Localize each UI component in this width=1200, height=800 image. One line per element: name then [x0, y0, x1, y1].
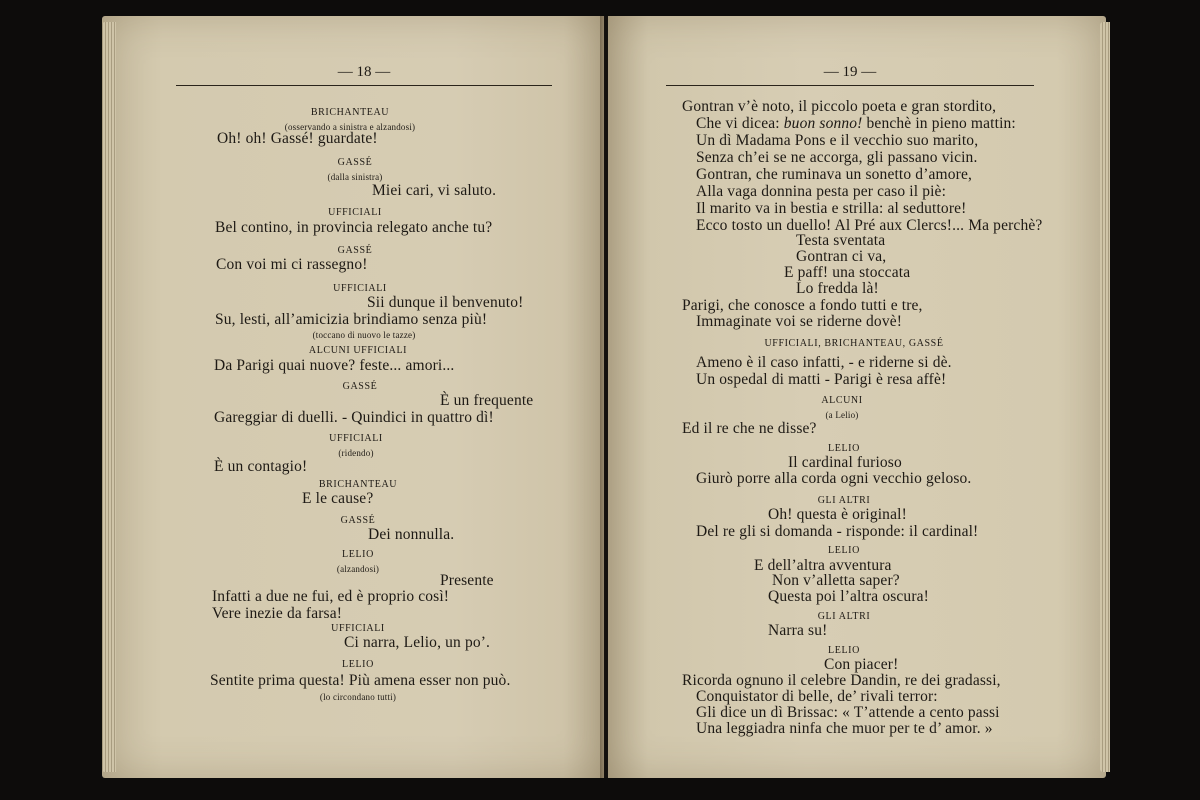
- verse-line: Ci narra, Lelio, un po’.: [344, 634, 491, 651]
- page-number: — 19 —: [823, 64, 877, 80]
- verse-line: Immaginate voi se riderne dovè!: [696, 313, 903, 330]
- speaker-name: LELIO: [342, 549, 374, 560]
- verse-line: Miei cari, vi saluto.: [372, 182, 497, 199]
- verse-line: Con voi mi ci rassegno!: [216, 256, 368, 273]
- verse-line: Gareggiar di duelli. - Quindici in quattro dì!: [214, 409, 494, 426]
- verse-line: Su, lesti, all’amicizia brindiamo senza più!: [215, 311, 488, 328]
- left-page-edges: [102, 22, 116, 772]
- verse-line: Oh! oh! Gassé! guardate!: [217, 130, 378, 147]
- verse-line: Questa poi l’altra oscura!: [768, 588, 929, 605]
- left-page: [102, 16, 604, 778]
- speaker-name: LELIO: [828, 645, 860, 656]
- speaker-name: UFFICIALI, BRICHANTEAU, GASSÉ: [764, 338, 944, 349]
- verse-line: È un contagio!: [214, 458, 308, 475]
- verse-line: Gontran v’è noto, il piccolo poeta e gran stordito,: [682, 98, 997, 115]
- verse-line: Gli dice un dì Brissac: « T’attende a cento passi: [696, 704, 1000, 721]
- page-number: — 18 —: [337, 64, 391, 80]
- verse-line: Conquistator di belle, de’ rivali terror:: [696, 688, 938, 705]
- speaker-name: ALCUNI: [821, 395, 863, 406]
- open-book: [92, 16, 1112, 778]
- speaker-name: UFFICIALI: [333, 283, 387, 294]
- verse-line: Sentite prima questa! Più amena esser non può.: [210, 672, 511, 689]
- verse-line: Un dì Madama Pons e il vecchio suo marito,: [696, 132, 979, 149]
- verse-line: Gontran, che ruminava un sonetto d’amore,: [696, 166, 973, 183]
- speaker-name: GASSÉ: [337, 245, 373, 256]
- verse-line: Il marito va in bestia e strilla: al seduttore!: [696, 200, 967, 217]
- verse-line: E paff! una stoccata: [784, 264, 911, 281]
- speaker-name: GASSÉ: [340, 515, 376, 526]
- speaker-name: GASSÉ: [342, 381, 378, 392]
- verse-line: Infatti a due ne fui, ed è proprio così!: [212, 588, 450, 605]
- stage-direction: (a Lelio): [825, 410, 859, 420]
- stage-direction: (lo circondano tutti): [319, 692, 397, 702]
- stage-direction: (osservando a sinistra e alzandosi): [284, 122, 416, 132]
- verse-line: Che vi dicea: buon sonno! benchè in pieno mattin:: [696, 115, 1016, 132]
- speaker-name: ALCUNI UFFICIALI: [308, 345, 408, 356]
- header-rule: [666, 85, 1034, 86]
- verse-line: Presente: [440, 572, 494, 589]
- verse-line: E le cause?: [302, 490, 374, 507]
- stage-direction: (ridendo): [338, 448, 374, 458]
- verse-line: Giurò porre alla corda ogni vecchio geloso.: [696, 470, 972, 487]
- verse-line: Gontran ci va,: [796, 248, 887, 265]
- speaker-name: LELIO: [828, 545, 860, 556]
- verse-line: Sii dunque il benvenuto!: [367, 294, 524, 311]
- right-page-header: [666, 64, 1034, 88]
- speaker-name: GLI ALTRI: [817, 611, 871, 622]
- verse-line: Ecco tosto un duello! Al Pré aux Clercs!... Ma perchè?: [696, 217, 1043, 234]
- verse-line: Da Parigi quai nuove? feste... amori...: [214, 357, 455, 374]
- verse-line: Il cardinal furioso: [788, 454, 902, 471]
- speaker-name: BRICHANTEAU: [310, 107, 390, 118]
- stage-direction: (dalla sinistra): [327, 172, 383, 182]
- verse-line: Ricorda ognuno il celebre Dandin, re dei gradassi,: [682, 672, 1001, 689]
- verse-line: Dei nonnulla.: [368, 526, 455, 543]
- verse-line: Ameno è il caso infatti, - e riderne si dè.: [696, 354, 952, 371]
- verse-line: Un ospedal di matti - Parigi è resa affè!: [696, 371, 947, 388]
- speaker-name: LELIO: [342, 659, 374, 670]
- right-page-edges: [1100, 22, 1110, 772]
- verse-line: Oh! questa è original!: [768, 506, 907, 523]
- speaker-name: GLI ALTRI: [817, 495, 871, 506]
- verse-line: Ed il re che ne disse?: [682, 420, 817, 437]
- verse-line: Bel contino, in provincia relegato anche tu?: [215, 219, 493, 236]
- verse-line: Una leggiadra ninfa che muor per te d’ amor. »: [696, 720, 993, 737]
- verse-line: Lo fredda là!: [796, 280, 879, 297]
- verse-line: Con piacer!: [824, 656, 899, 673]
- speaker-name: BRICHANTEAU: [318, 479, 398, 490]
- speaker-name: LELIO: [828, 443, 860, 454]
- verse-line: Senza ch’ei se ne accorga, gli passano vicin.: [696, 149, 978, 166]
- stage-direction: (alzandosi): [336, 564, 380, 574]
- verse-line: Parigi, che conosce a fondo tutti e tre,: [682, 297, 923, 314]
- stage-direction: (toccano di nuovo le tazze): [312, 330, 416, 340]
- header-rule: [176, 85, 552, 86]
- verse-line: Non v’alletta saper?: [772, 572, 900, 589]
- verse-line: E dell’altra avventura: [754, 557, 892, 574]
- verse-line: È un frequente: [440, 392, 534, 409]
- verse-line: Testa sventata: [796, 232, 886, 249]
- verse-line: Del re gli si domanda - risponde: il cardinal!: [696, 523, 979, 540]
- speaker-name: GASSÉ: [337, 157, 373, 168]
- verse-line: Narra su!: [768, 622, 828, 639]
- speaker-name: UFFICIALI: [331, 623, 385, 634]
- verse-line: Vere inezie da farsa!: [212, 605, 343, 622]
- left-page-header: [176, 64, 552, 88]
- speaker-name: UFFICIALI: [328, 207, 382, 218]
- verse-line: Alla vaga donnina pesta per caso il piè:: [696, 183, 947, 200]
- speaker-name: UFFICIALI: [329, 433, 383, 444]
- right-page: [608, 16, 1106, 778]
